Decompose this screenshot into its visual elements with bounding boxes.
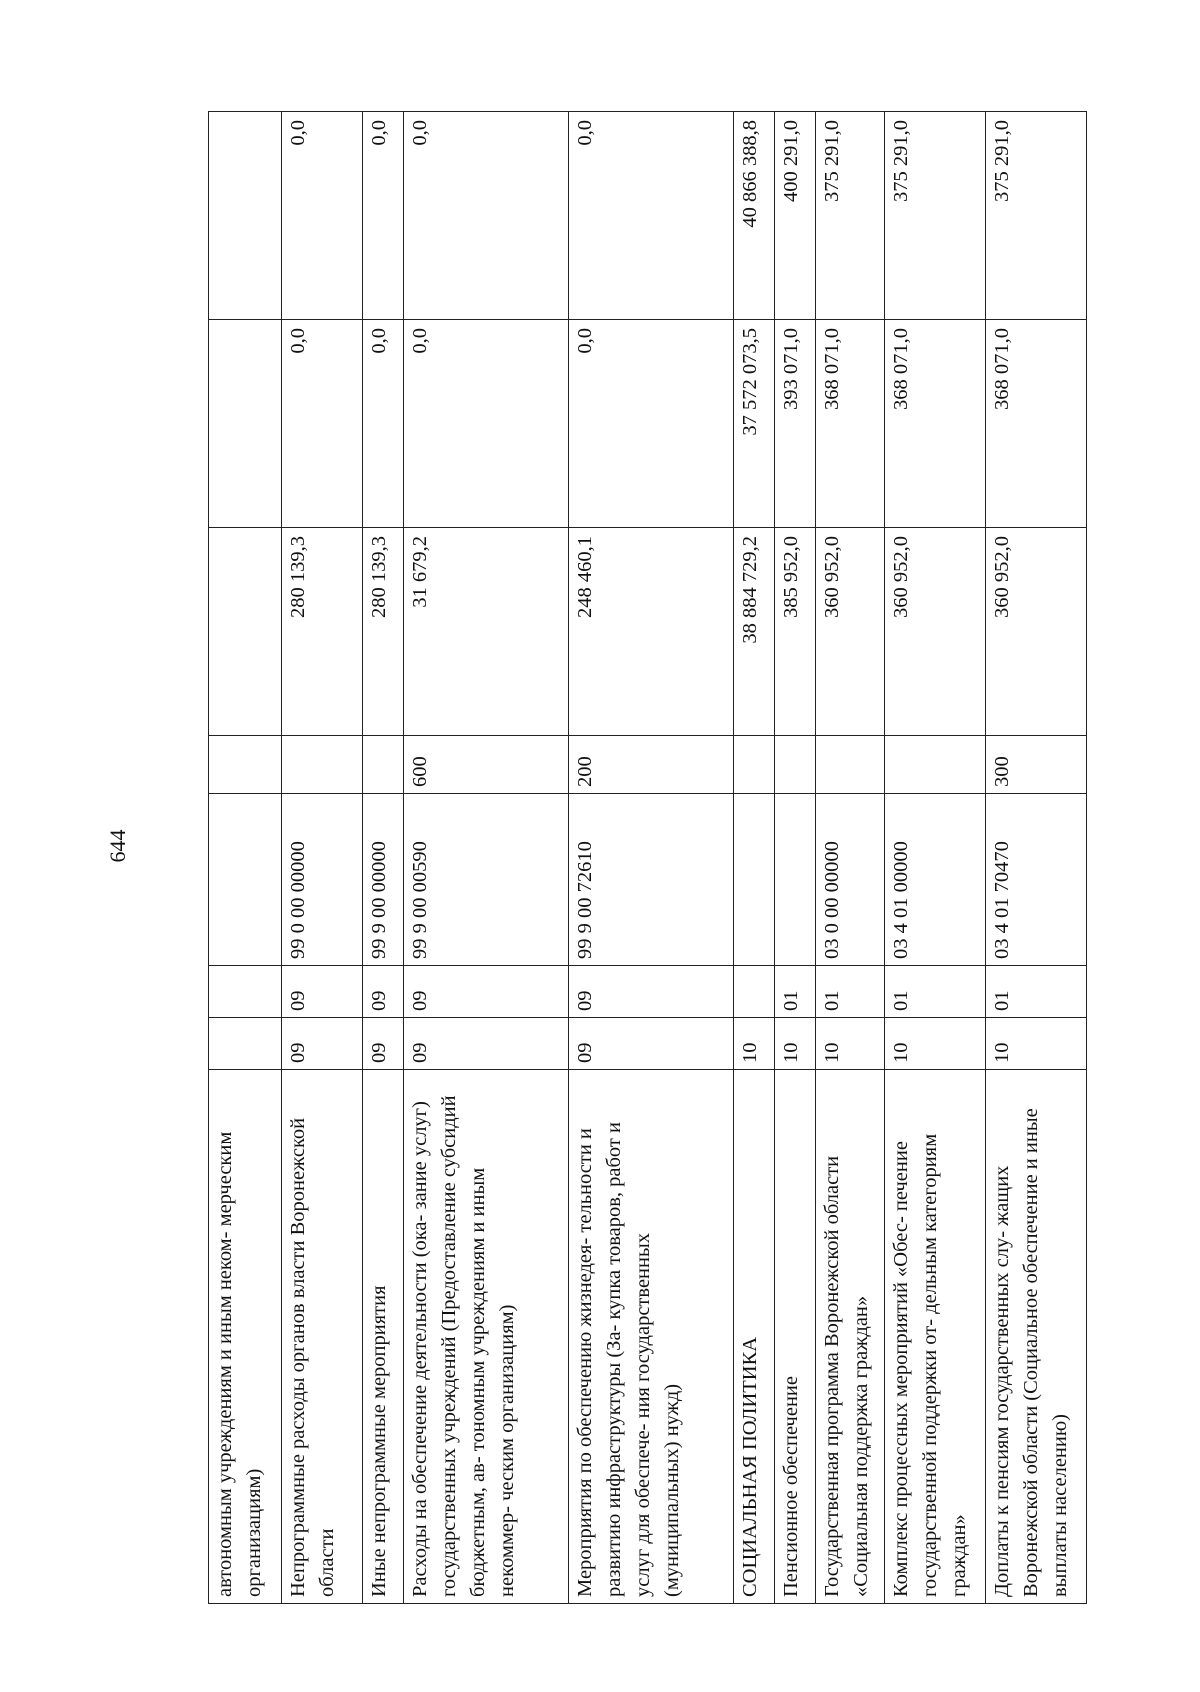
- budget-table: [208, 111, 1087, 1604]
- rz-cell: 09: [282, 1018, 363, 1070]
- pr-cell: [734, 966, 775, 1018]
- pr-cell: 09: [404, 966, 569, 1018]
- sum-year3: 375 291,0: [885, 112, 986, 320]
- sum-year2: 0,0: [569, 320, 734, 528]
- rz-cell: 10: [986, 1018, 1087, 1070]
- vr-cell: [734, 736, 775, 794]
- rz-cell: 10: [885, 1018, 986, 1070]
- row-name: СОЦИАЛЬНАЯ ПОЛИТИКА: [734, 1070, 775, 1604]
- pr-cell: 09: [569, 966, 734, 1018]
- vr-cell: 200: [569, 736, 734, 794]
- table-row: [404, 112, 569, 1604]
- row-name: Мероприятия по обеспечению жизнедея- тельности и развитию инфраструктуры (За- купка товаров, работ и услуг для обеспече- ния государственных (муниципальных) нужд): [569, 1070, 734, 1604]
- rz-cell: 09: [363, 1018, 404, 1070]
- csr-cell: 99 9 00 72610: [569, 794, 734, 966]
- sum-year1: 280 139,3: [363, 528, 404, 736]
- rz-cell: 10: [734, 1018, 775, 1070]
- sum-year1: 248 460,1: [569, 528, 734, 736]
- table-row: [282, 112, 363, 1604]
- sum-year3: 375 291,0: [986, 112, 1087, 320]
- pr-cell: 01: [885, 966, 986, 1018]
- pr-cell: 01: [775, 966, 816, 1018]
- row-name: Государственная программа Воронежской области «Социальная поддержка граждан»: [816, 1070, 885, 1604]
- sum-year1: [209, 528, 282, 736]
- row-name: автономным учреждениям и иным неком- мерческим организациям): [209, 1070, 282, 1604]
- rz-cell: 10: [775, 1018, 816, 1070]
- row-name: Непрограммные расходы органов власти Воронежской области: [282, 1070, 363, 1604]
- sum-year1: 360 952,0: [986, 528, 1087, 736]
- row-name: Доплаты к пенсиям государственных слу- жащих Воронежской области (Социальное обеспечение и иные выплаты населению): [986, 1070, 1087, 1604]
- rz-cell: 10: [816, 1018, 885, 1070]
- page-number: 644: [105, 829, 130, 863]
- sum-year1: 38 884 729,2: [734, 528, 775, 736]
- pr-cell: 01: [816, 966, 885, 1018]
- sum-year2: 0,0: [282, 320, 363, 528]
- sum-year2: 368 071,0: [816, 320, 885, 528]
- table-row: [986, 112, 1087, 1604]
- sum-year3: 0,0: [404, 112, 569, 320]
- table-row: [363, 112, 404, 1604]
- rz-cell: 09: [569, 1018, 734, 1070]
- sum-year2: 0,0: [363, 320, 404, 528]
- csr-cell: [734, 794, 775, 966]
- pr-cell: 01: [986, 966, 1087, 1018]
- sum-year3: 0,0: [363, 112, 404, 320]
- vr-cell: 600: [404, 736, 569, 794]
- table-row: [569, 112, 734, 1604]
- pr-cell: 09: [363, 966, 404, 1018]
- sum-year2: 368 071,0: [885, 320, 986, 528]
- csr-cell: 99 0 00 00000: [282, 794, 363, 966]
- rotated-budget-table: [208, 112, 1086, 1604]
- csr-cell: 03 4 01 70470: [986, 794, 1087, 966]
- table-row: [775, 112, 816, 1604]
- sum-year2: 0,0: [404, 320, 569, 528]
- pr-cell: 09: [282, 966, 363, 1018]
- sum-year1: 385 952,0: [775, 528, 816, 736]
- sum-year1: 31 679,2: [404, 528, 569, 736]
- vr-cell: [363, 736, 404, 794]
- row-name: Иные непрограммные мероприятия: [363, 1070, 404, 1604]
- table-row: [209, 112, 282, 1604]
- sum-year3: 40 866 388,8: [734, 112, 775, 320]
- sum-year1: 360 952,0: [816, 528, 885, 736]
- row-name: Расходы на обеспечение деятельности (ока- зание услуг) государственных учреждений (Предоставление субсидий бюджетным, ав- тономным учреждениям и иным некоммер- ческим организациям): [404, 1070, 569, 1604]
- row-name: Комплекс процессных мероприятий «Обес- печение государственной поддержки от- дельным категориям граждан»: [885, 1070, 986, 1604]
- sum-year1: 360 952,0: [885, 528, 986, 736]
- csr-cell: 99 9 00 00000: [363, 794, 404, 966]
- row-name: Пенсионное обеспечение: [775, 1070, 816, 1604]
- table-row: [734, 112, 775, 1604]
- sum-year2: [209, 320, 282, 528]
- sum-year2: 37 572 073,5: [734, 320, 775, 528]
- vr-cell: 300: [986, 736, 1087, 794]
- sum-year3: 0,0: [282, 112, 363, 320]
- sum-year2: 368 071,0: [986, 320, 1087, 528]
- pr-cell: [209, 966, 282, 1018]
- vr-cell: [885, 736, 986, 794]
- sum-year2: 393 071,0: [775, 320, 816, 528]
- vr-cell: [209, 736, 282, 794]
- table-row: [816, 112, 885, 1604]
- csr-cell: 03 0 00 00000: [816, 794, 885, 966]
- vr-cell: [816, 736, 885, 794]
- rz-cell: [209, 1018, 282, 1070]
- table-row: [885, 112, 986, 1604]
- csr-cell: 03 4 01 00000: [885, 794, 986, 966]
- sum-year3: 400 291,0: [775, 112, 816, 320]
- vr-cell: [282, 736, 363, 794]
- csr-cell: [209, 794, 282, 966]
- csr-cell: 99 9 00 00590: [404, 794, 569, 966]
- rz-cell: 09: [404, 1018, 569, 1070]
- sum-year1: 280 139,3: [282, 528, 363, 736]
- vr-cell: [775, 736, 816, 794]
- sum-year3: 375 291,0: [816, 112, 885, 320]
- csr-cell: [775, 794, 816, 966]
- sum-year3: [209, 112, 282, 320]
- sum-year3: 0,0: [569, 112, 734, 320]
